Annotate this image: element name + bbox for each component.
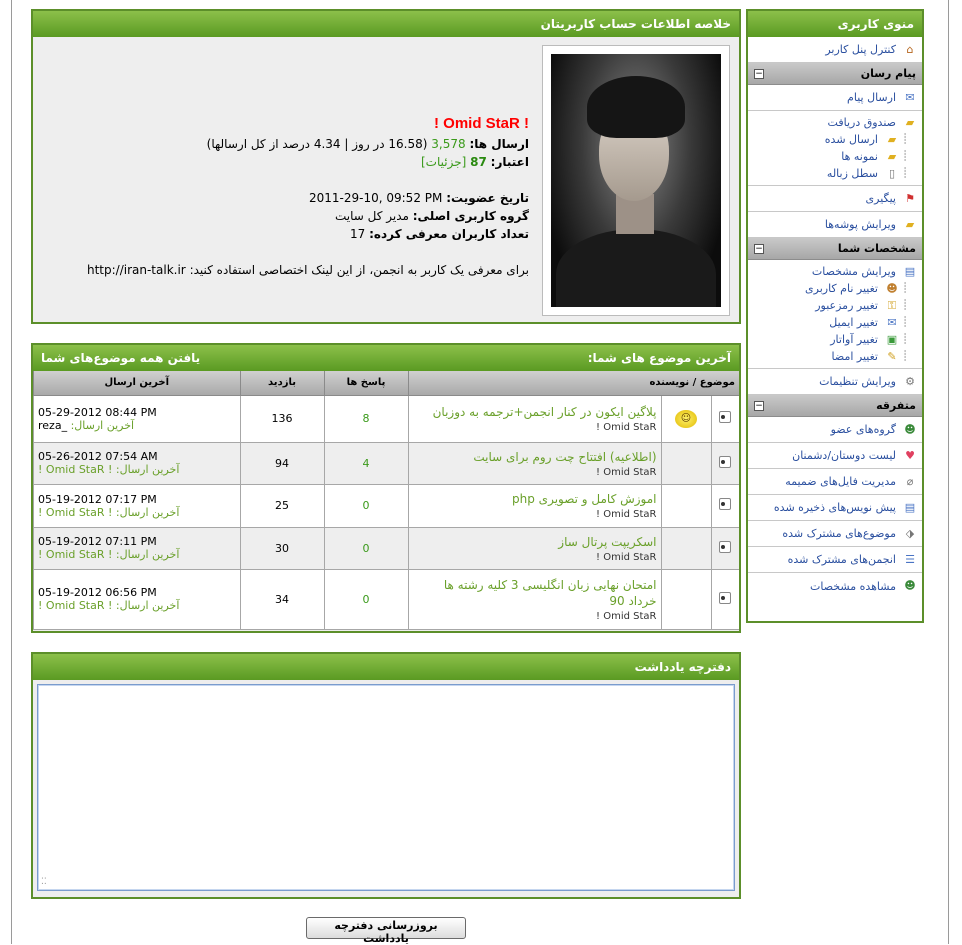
sidebar-item-attachments[interactable]: ⌀ مدیریت فایل‌های ضمیمه — [748, 469, 922, 495]
flag-icon: ⚑ — [905, 191, 915, 205]
posts-line: ارسال ها: 3,578 (16.58 در روز | 4.34 درصد از کل ارسالها) — [206, 137, 529, 151]
sidebar-item-change-email[interactable]: ┊ ✉ تغییر ایمیل — [829, 315, 908, 329]
last-post-user[interactable]: ! Omid StaR ! — [38, 548, 113, 561]
table-row — [34, 569, 740, 629]
replies-count[interactable]: 0 — [324, 484, 408, 527]
posts-extra: (16.58 در روز | 4.34 درصد از کل ارسالها) — [206, 137, 428, 151]
pm-folders — [748, 111, 922, 186]
sidebar-item-subscribed-forums[interactable]: ☰ انجمن‌های مشترک شده — [748, 547, 922, 573]
last-post-date: 05-19-2012 07:11 PM — [38, 535, 157, 548]
list-icon: ☰ — [905, 552, 915, 566]
sidebar-item-drafts[interactable]: ┊ ▰ نمونه ها — [841, 149, 908, 163]
envelope-icon: ✉ — [887, 315, 897, 329]
joined-line: تاریخ عضویت: 2011-29-10, 09:52 PM — [309, 191, 529, 205]
sidebar-item-sent[interactable]: ┊ ▰ ارسال شده — [824, 132, 908, 146]
home-icon: ⌂ — [906, 42, 914, 56]
reputation-value: 87 — [470, 155, 487, 169]
paperclip-icon: ⌀ — [906, 474, 914, 488]
latest-topics-header — [33, 345, 739, 371]
user-icon: ☻ — [904, 579, 916, 592]
resize-grip-icon[interactable]: ⁚⁚ — [41, 877, 47, 887]
picture-icon: ▣ — [886, 332, 898, 346]
thread-status-icon — [719, 498, 731, 510]
views-count: 34 — [240, 569, 324, 629]
sidebar-item-edit-folders[interactable]: ▰ ویرایش پوشه‌ها — [748, 212, 922, 238]
sidebar-item-control-panel[interactable]: ⌂ کنترل پنل کاربر — [748, 37, 922, 63]
posts-count[interactable]: 3,578 — [431, 137, 466, 151]
col-last-post[interactable]: آخرین ارسال — [34, 371, 241, 395]
table-row — [34, 395, 740, 442]
notebook-panel — [31, 652, 741, 899]
last-post-by: آخرین ارسال: ! Omid StaR ! — [38, 463, 180, 476]
sidebar-item-trash[interactable]: ┊ ▯ سطل زباله — [826, 166, 908, 180]
thread-status-icon — [719, 411, 731, 423]
topic-author[interactable]: ! Omid StaR — [596, 509, 657, 520]
account-summary-header — [33, 11, 739, 37]
window-frame-left — [0, 0, 12, 944]
referral-link[interactable]: http://iran-talk.ir — [86, 263, 186, 277]
window-frame-right — [948, 0, 962, 944]
group-value: مدیر کل سایت — [334, 209, 409, 223]
last-post-date: 05-26-2012 07:54 AM — [38, 450, 158, 463]
sidebar-item-subscribed-threads[interactable]: ⬗ موضوع‌های مشترک شده — [748, 521, 922, 547]
notebook-title: دفترچه یادداشت — [634, 660, 731, 674]
heart-icon: ♥ — [905, 448, 915, 462]
last-post-date: 05-19-2012 06:56 PM — [38, 586, 157, 599]
views-count: 30 — [240, 527, 324, 569]
smiley-icon: ☺ — [675, 410, 697, 428]
sidebar-item-change-signature[interactable]: ┊ ✎ تغییر امضا — [831, 349, 908, 363]
pencil-icon: ✎ — [887, 349, 897, 363]
topic-title[interactable]: امتحان نهایی زبان انگلیسی 3 کلیه رشته ها خرداد 90 — [443, 577, 657, 608]
account-summary-body — [33, 37, 739, 322]
section-pm: پیام رسان − — [748, 63, 922, 85]
bookmark-icon: ⬗ — [905, 526, 915, 540]
user-menu-panel — [746, 9, 924, 623]
referral-line: برای معرفی یک کاربر به انجمن، از این لینک اختصاصی استفاده کنید: http://iran-talk.ir — [86, 263, 529, 277]
col-views[interactable]: بازدید — [240, 371, 324, 395]
folder-icon: ▰ — [905, 115, 915, 129]
trash-icon: ▯ — [888, 166, 895, 180]
collapse-icon[interactable]: − — [755, 68, 763, 79]
sidebar-item-change-username[interactable]: ┊ ☻ تغییر نام کاربری — [805, 281, 908, 295]
avatar[interactable] — [542, 45, 730, 316]
view-all-topics-link[interactable]: یافتن همه موضوع‌های شما — [41, 351, 201, 365]
envelope-icon: ✉ — [905, 90, 915, 104]
notebook-header — [33, 654, 739, 680]
reputation-details-link[interactable]: [جزئیات] — [420, 155, 467, 169]
topic-author[interactable]: ! Omid StaR — [596, 466, 657, 478]
sidebar-item-change-avatar[interactable]: ┊ ▣ تغییر آواتار — [830, 332, 908, 346]
account-summary-title: خلاصه اطلاعات حساب کاربریتان — [540, 17, 731, 31]
thread-status-icon — [719, 592, 731, 604]
collapse-icon[interactable]: − — [755, 243, 763, 254]
reputation-line: اعتبار: 87 [جزئیات] — [420, 155, 529, 169]
user-menu-title: منوی کاربری — [837, 17, 914, 31]
topic-author[interactable]: ! Omid StaR — [596, 551, 657, 563]
username[interactable]: ! Omid StaR ! — [433, 115, 529, 132]
section-profile: مشخصات شما − — [748, 238, 922, 260]
referrals-value: 17 — [350, 227, 366, 241]
last-post-user[interactable]: ! Omid StaR ! — [38, 463, 113, 476]
thread-status-icon — [719, 456, 731, 468]
last-post-date: 05-29-2012 08:44 PM — [38, 405, 157, 419]
folder-icon: ▰ — [887, 132, 897, 146]
sidebar-item-tracking[interactable]: ⚑ پیگیری — [748, 186, 922, 212]
topic-author[interactable]: ! Omid StaR — [596, 610, 657, 622]
last-post-by: آخرین ارسال: _reza — [38, 418, 135, 432]
col-replies[interactable]: پاسخ ها — [324, 371, 408, 395]
joined-date: 2011-29-10, 09:52 PM — [309, 191, 443, 205]
collapse-icon[interactable]: − — [755, 400, 763, 411]
sidebar-item-edit-profile[interactable]: ▤ ویرایش مشخصات — [752, 263, 918, 280]
views-count: 136 — [240, 395, 324, 442]
latest-topics-title: آخرین موضوع های شما: — [587, 351, 731, 365]
sidebar-item-send-pm[interactable]: ✉ ارسال پیام — [748, 85, 922, 111]
gear-icon: ⚙ — [905, 374, 915, 388]
sidebar-item-edit-options[interactable]: ⚙ ویرایش تنظیمات — [748, 369, 922, 395]
last-post-user[interactable]: ! Omid StaR ! — [38, 599, 113, 612]
update-notebook-button[interactable]: بروزرسانی دفترچه یادداشت — [306, 917, 466, 939]
sidebar-item-change-password[interactable]: ┊ ⚿ تغییر رمزعبور — [815, 298, 908, 312]
replies-count[interactable]: 4 — [324, 442, 408, 484]
topic-author[interactable]: ! Omid StaR — [596, 422, 657, 433]
referrals-line: تعداد کاربران معرفی کرده: 17 — [350, 227, 529, 241]
last-post-by: آخرین ارسال: ! Omid StaR ! — [38, 599, 180, 612]
topic-title[interactable]: (اطلاعیه) افتتاح چت روم برای سایت — [473, 449, 657, 464]
topic-title[interactable]: پلاگین ایکون در کنار انجمن+ترجمه به دوزبان — [432, 405, 657, 419]
sidebar-item-member-groups[interactable]: ☻ گروه‌های عضو — [748, 417, 922, 443]
views-count: 25 — [240, 484, 324, 527]
thread-status-icon — [719, 541, 731, 553]
user-edit-icon: ☻ — [886, 281, 898, 295]
replies-count[interactable]: 8 — [324, 395, 408, 442]
views-count: 94 — [240, 442, 324, 484]
document-icon: ▤ — [904, 500, 916, 514]
key-icon: ⚿ — [887, 298, 897, 312]
col-topic[interactable]: موضوع / نویسنده — [408, 371, 739, 395]
table-row — [34, 484, 740, 527]
open-folder-icon: ▰ — [905, 217, 915, 231]
group-line: گروه کاربری اصلی: مدیر کل سایت — [334, 209, 529, 223]
section-misc: متفرقه − — [748, 395, 922, 417]
avatar-image — [551, 54, 721, 307]
account-summary-panel — [31, 9, 741, 324]
profile-links — [748, 260, 922, 369]
topic-title[interactable]: اسکریپت پرتال ساز — [558, 534, 657, 549]
table-row — [34, 442, 740, 484]
last-post-by: آخرین ارسال: ! Omid StaR ! — [38, 548, 180, 561]
sidebar-item-saved-drafts[interactable]: ▤ پیش نویس‌های ذخیره شده — [748, 495, 922, 521]
topics-table — [33, 371, 739, 630]
id-card-icon: ▤ — [904, 264, 916, 278]
notebook-body — [33, 680, 739, 897]
sidebar-item-inbox[interactable]: ▰ صندوق دریافت — [752, 114, 918, 131]
sidebar-item-buddy-list[interactable]: ♥ لیست دوستان/دشمنان — [748, 443, 922, 469]
group-icon: ☻ — [904, 422, 916, 436]
folder-icon: ▰ — [887, 149, 897, 163]
account-info — [49, 115, 529, 279]
replies-count[interactable]: 0 — [324, 569, 408, 629]
last-post-date: 05-19-2012 07:17 PM — [38, 492, 157, 506]
user-menu-header — [748, 11, 922, 37]
latest-topics-panel — [31, 343, 741, 633]
last-post-by: آخرین ارسال: ! Omid StaR ! — [38, 505, 180, 519]
last-post-user[interactable]: _reza — [38, 418, 68, 432]
last-post-user[interactable]: ! Omid StaR ! — [38, 505, 113, 519]
replies-count[interactable]: 0 — [324, 527, 408, 569]
topic-title[interactable]: اموزش کامل و تصویری php — [512, 492, 657, 506]
table-row — [34, 527, 740, 569]
sidebar-item-view-profile[interactable]: ☻ مشاهده مشخصات — [748, 573, 922, 599]
notebook-textarea[interactable] — [37, 684, 735, 891]
